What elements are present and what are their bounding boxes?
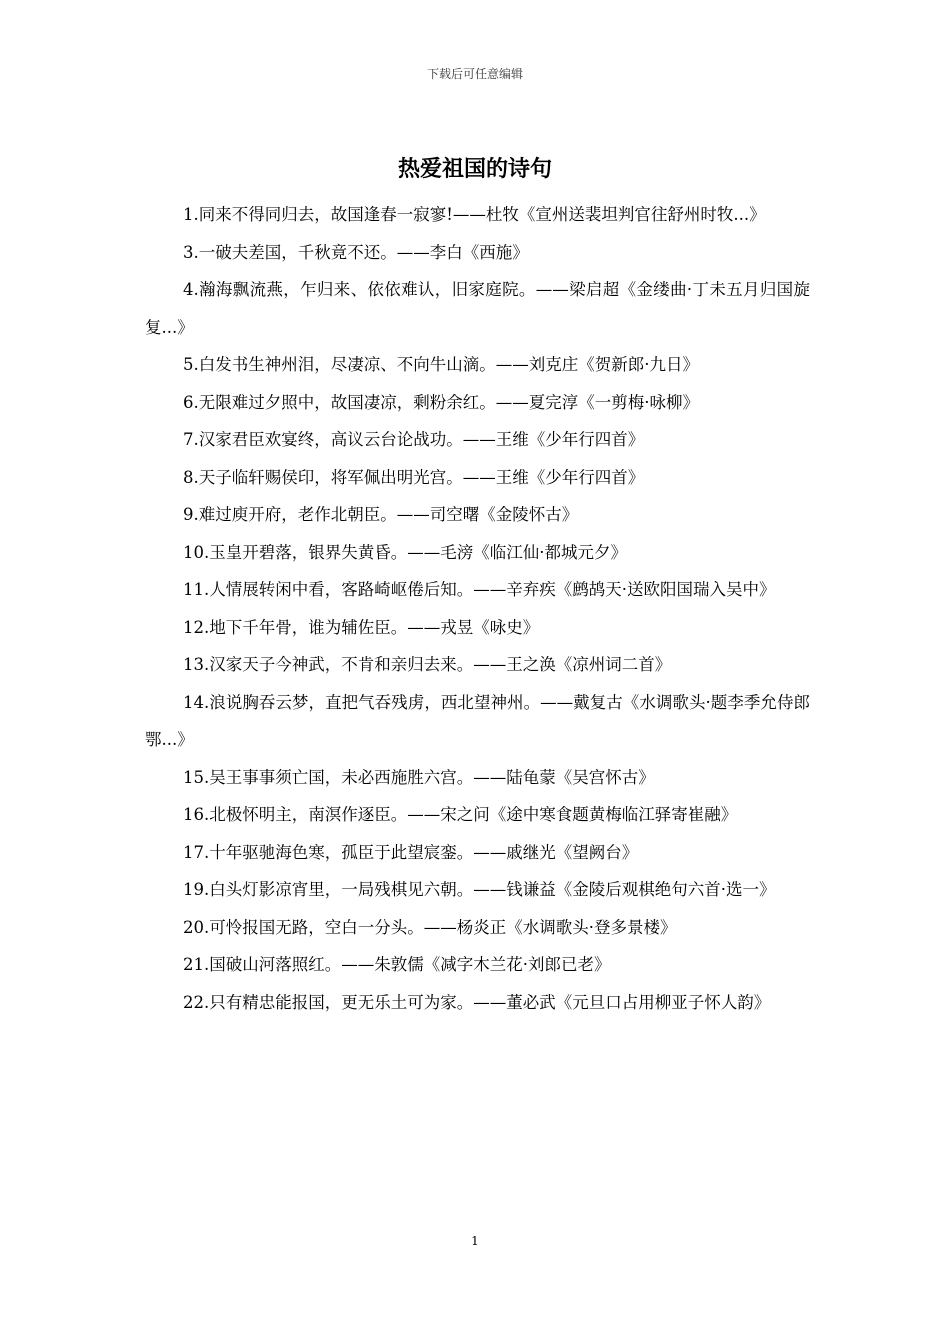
poem-line: 12.地下千年骨，谁为辅佐臣。——戎昱《咏史》 — [183, 617, 540, 637]
poem-line: 11.人情展转闲中看，客路崎岖倦后知。——辛弃疾《鹧鸪天·送欧阳国瑞入吴中》 — [183, 580, 776, 599]
poem-list — [145, 196, 810, 1021]
poem-line: 19.白头灯影凉宵里，一局残棋见六朝。——钱谦益《金陵后观棋绝句六首·选一》 — [183, 880, 776, 899]
poem-line: 6.无限难过夕照中，故国凄凉，剩粉余红。——夏完淳《一剪梅·咏柳》 — [183, 392, 699, 412]
poem-line: 8.天子临轩赐侯印，将军佩出明光宫。——王维《少年行四首》 — [183, 467, 645, 487]
page-number: 1 — [471, 1234, 479, 1248]
document-title: 热爱祖国的诗句 — [397, 157, 552, 182]
poem-line: 16.北极怀明主，南溟作逐臣。——宋之问《途中寒食题黄梅临江驿寄崔融》 — [183, 805, 738, 824]
poem-line: 4.瀚海飘流燕，乍归来、依依难认，旧家庭院。——梁启超《金缕曲·丁未五月归国旋复...》 — [145, 280, 810, 337]
poem-line: 14.浪说胸吞云梦，直把气吞残虏，西北望神州。——戴复古《水调歌头·题李季允侍郎鄂...》 — [145, 692, 810, 749]
poem-line: 5.白发书生神州泪，尽凄凉、不向牛山滴。——刘克庄《贺新郎·九日》 — [183, 355, 699, 374]
poem-line: 3.一破夫差国，千秋竟不还。——李白《西施》 — [183, 242, 529, 262]
poem-line: 15.吴王事事须亡国，未必西施胜六宫。——陆龟蒙《吴宫怀古》 — [183, 767, 655, 787]
page-header: 下载后可任意编辑 — [426, 67, 523, 81]
poem-line: 9.难过庾开府，老作北朝臣。——司空曙《金陵怀古》 — [183, 505, 579, 524]
poem-line: 13.汉家天子今神武，不肯和亲归去来。——王之涣《凉州词二首》 — [183, 655, 672, 674]
poem-line: 21.国破山河落照红。——朱敦儒《减字木兰花·刘郎已老》 — [183, 955, 611, 974]
poem-line: 10.玉皇开碧落，银界失黄昏。——毛滂《临江仙·都城元夕》 — [183, 542, 627, 562]
poem-line: 7.汉家君臣欢宴终，高议云台论战功。——王维《少年行四首》 — [183, 430, 645, 449]
poem-line: 17.十年驱驰海色寒，孤臣于此望宸銮。——戚继光《望阙台》 — [183, 842, 639, 862]
poem-line: 20.可怜报国无路，空白一分头。——杨炎正《水调歌头·登多景楼》 — [183, 917, 677, 937]
poem-line: 22.只有精忠能报国，更无乐土可为家。——董必武《元旦口占用柳亚子怀人韵》 — [183, 992, 771, 1012]
poem-line: 1.同来不得同归去，故国逢春一寂寥!——杜牧《宣州送裴坦判官往舒州时牧...》 — [183, 205, 766, 224]
